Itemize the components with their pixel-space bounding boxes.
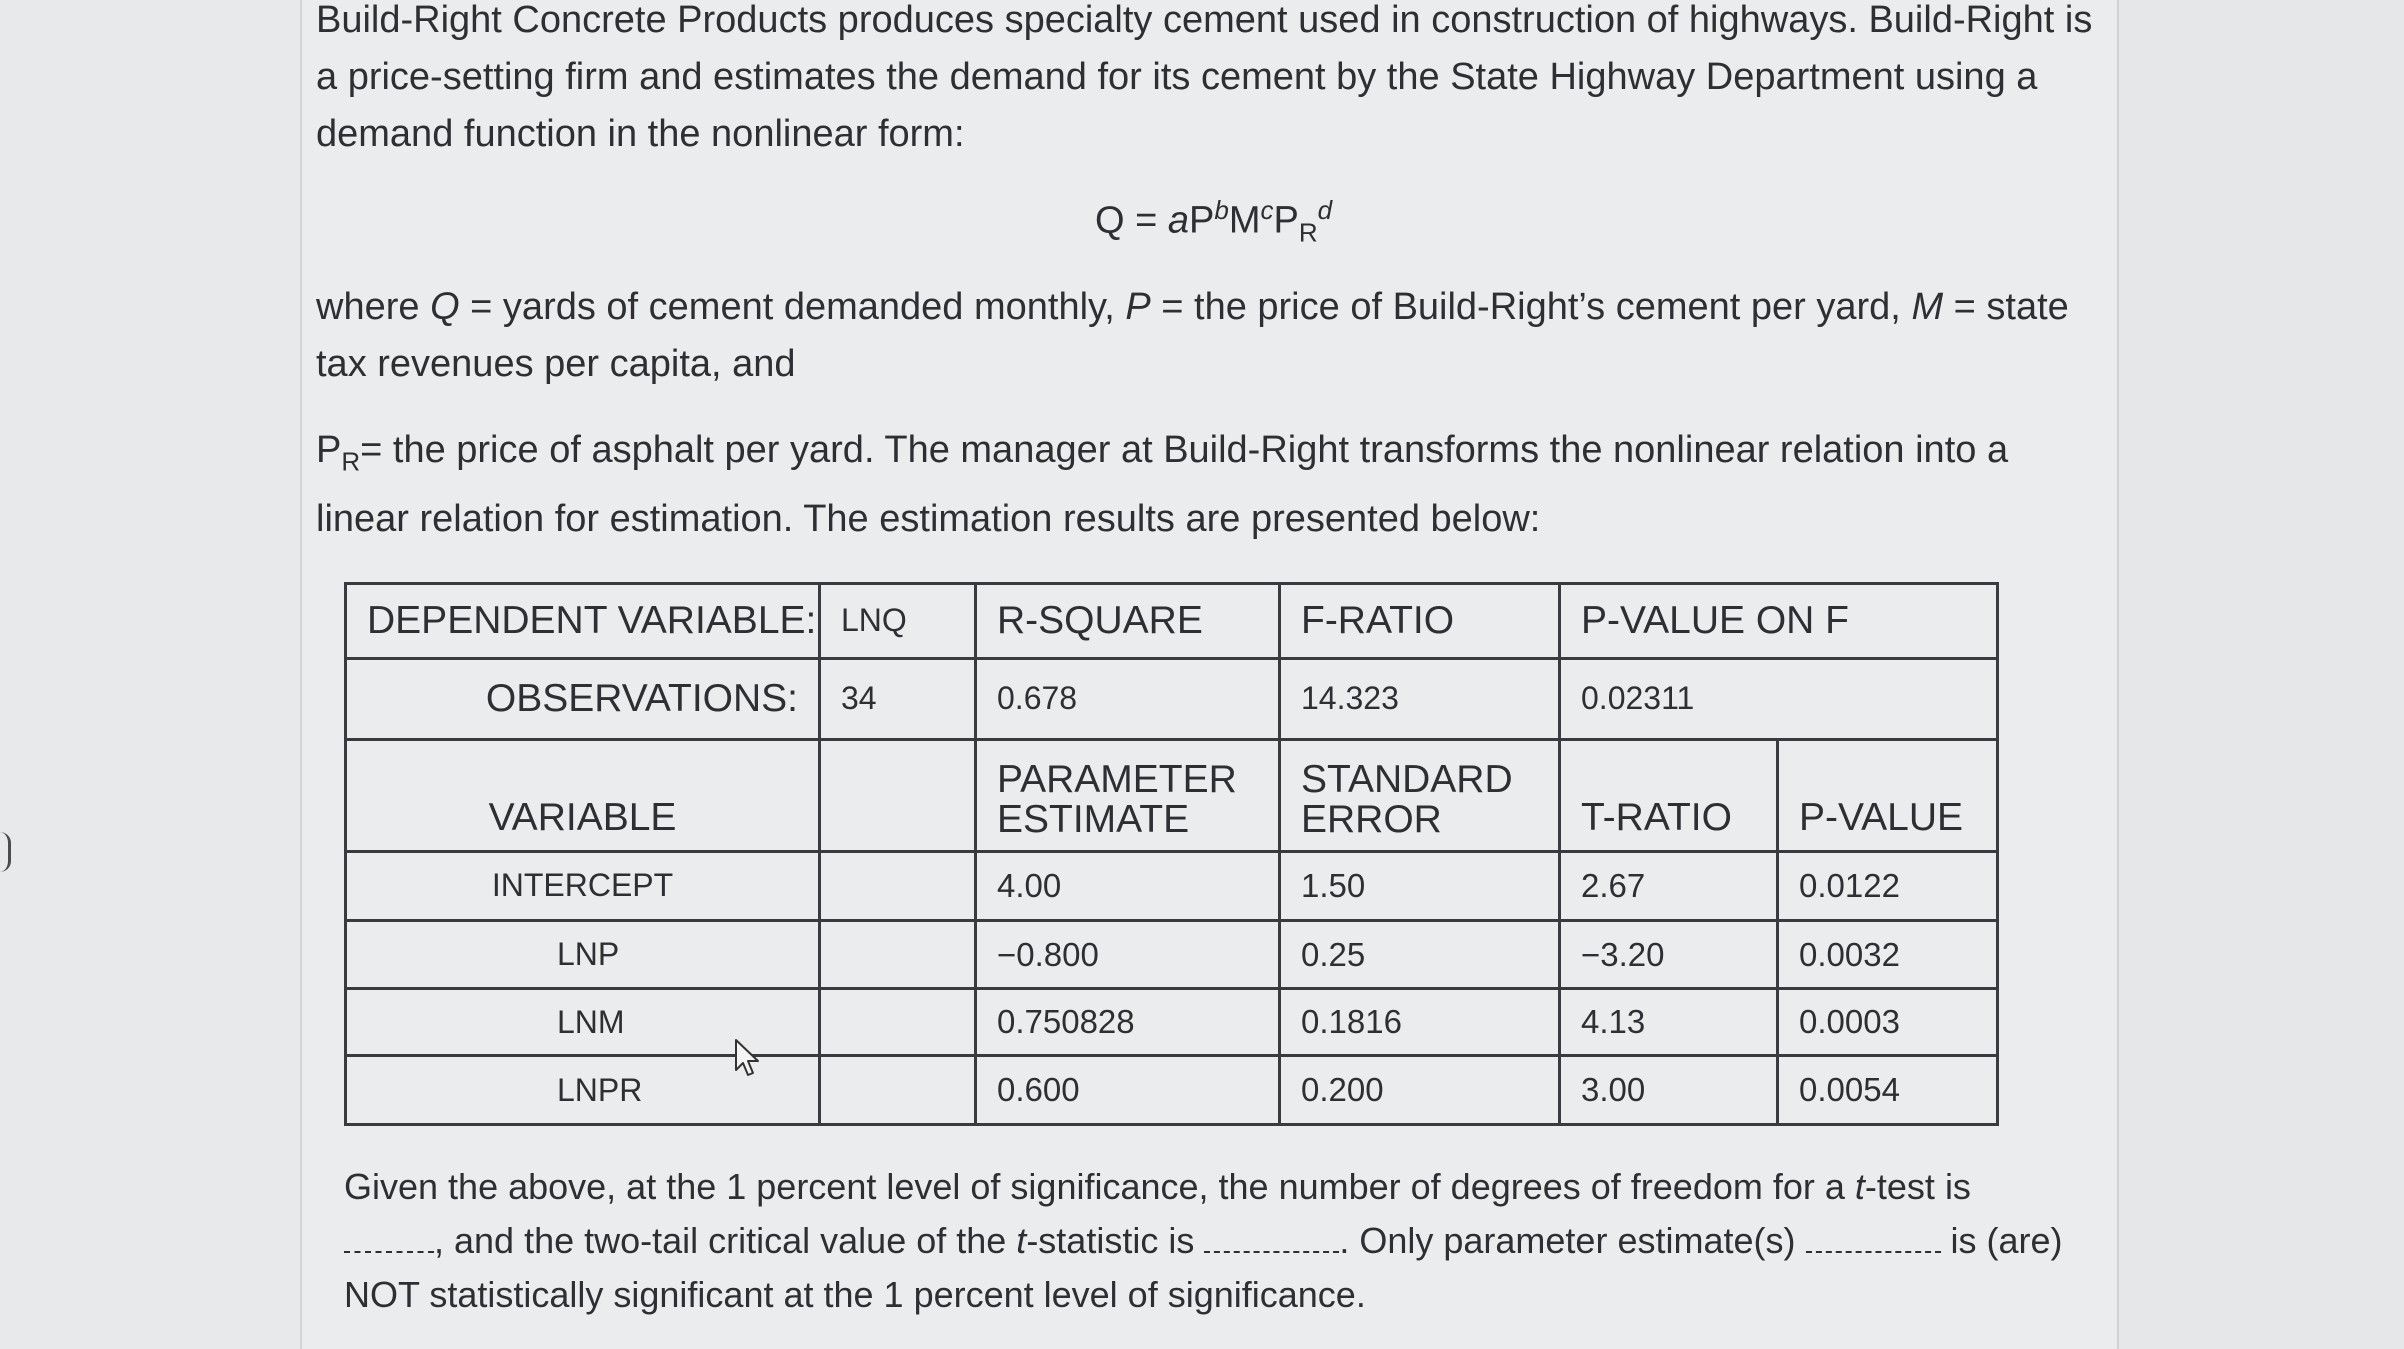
empty-cell (820, 851, 976, 920)
asphalt-price-definition: $P_R=$ the price of asphalt per yard. The manager at Build-Right transforms the nonlinear relation into a linear relation for estimation. The estimation results are presented below: (316, 429, 2009, 540)
table-summary-row (346, 584, 1998, 659)
table-header-row (346, 739, 1998, 851)
table-row (346, 851, 1998, 920)
row-p-value: 0.0032 (1778, 920, 1998, 989)
table-row (346, 989, 1998, 1056)
mouse-pointer-icon (733, 1037, 763, 1079)
row-estimate: 0.750828 (976, 989, 1280, 1056)
table-summary-row (346, 658, 1998, 739)
observations-value: 34 (820, 658, 976, 739)
row-t-ratio: −3.20 (1560, 920, 1778, 989)
row-standard-error: 0.25 (1280, 920, 1560, 989)
empty-header-cell (820, 739, 976, 851)
row-t-ratio: 3.00 (1560, 1056, 1778, 1125)
dependent-variable-value: LNQ (820, 584, 976, 659)
row-variable: LNP (346, 920, 820, 989)
variable-header: VARIABLE (346, 739, 820, 851)
estimation-results-table (344, 582, 1999, 1126)
row-variable: LNPR (346, 1056, 820, 1125)
r-square-label: R-SQUARE (976, 584, 1280, 659)
row-estimate: 4.00 (976, 851, 1280, 920)
row-p-value: 0.0054 (1778, 1056, 1998, 1125)
row-t-ratio: 4.13 (1560, 989, 1778, 1056)
p-value-header: P-VALUE (1778, 739, 1998, 851)
parameter-estimate-header: PARAMETER ESTIMATE (976, 739, 1280, 851)
p-value-on-f-value: 0.02311 (1560, 658, 1998, 739)
row-standard-error: 0.200 (1280, 1056, 1560, 1125)
dependent-variable-label: DEPENDENT VARIABLE: (346, 584, 820, 659)
standard-error-header: STANDARD ERROR (1280, 739, 1560, 851)
f-ratio-label: F-RATIO (1280, 584, 1560, 659)
demand-formula: $Q = aP^bM^cP_R^d$ (1095, 195, 1333, 248)
right-background (2115, 0, 2404, 1349)
degrees-of-freedom-blank[interactable] (344, 1221, 434, 1253)
row-variable: LNM (346, 989, 820, 1056)
r-square-value: 0.678 (976, 658, 1280, 739)
variable-definitions: where Q = yards of cement demanded monthly, P = the price of Build-Right’s cement per yard, M = state tax revenues per capita, and (316, 286, 2069, 385)
row-p-value: 0.0003 (1778, 989, 1998, 1056)
row-p-value: 0.0122 (1778, 851, 1998, 920)
parameter-estimates-blank[interactable] (1806, 1221, 1941, 1253)
t-ratio-header: T-RATIO (1560, 739, 1778, 851)
empty-cell (820, 989, 976, 1056)
row-variable: INTERCEPT (346, 851, 820, 920)
empty-cell (820, 920, 976, 989)
row-estimate: −0.800 (976, 920, 1280, 989)
critical-value-blank[interactable] (1204, 1221, 1339, 1253)
problem-intro: Build-Right Concrete Products produces specialty cement used in construction of highways. Build-Right is a price-setting firm and estimates the demand for its cement by the State Highway Department using a demand function in the nonlinear form: (316, 0, 2093, 155)
table-row (346, 920, 1998, 989)
f-ratio-value: 14.323 (1280, 658, 1560, 739)
edge-bracket (0, 832, 11, 872)
table-row (346, 1056, 1998, 1125)
observations-label: OBSERVATIONS: (346, 658, 820, 739)
row-standard-error: 1.50 (1280, 851, 1560, 920)
row-t-ratio: 2.67 (1560, 851, 1778, 920)
question-text: Given the above, at the 1 percent level of significance, the number of degrees of freedom for a t-test is , and the two-tail critical value of the t-statistic is . Only parameter estimate(s) is (are) NOT statistically significant at the 1 percent level of significance. (344, 1166, 2063, 1315)
row-estimate: 0.600 (976, 1056, 1280, 1125)
left-background (0, 0, 300, 1349)
row-standard-error: 0.1816 (1280, 989, 1560, 1056)
empty-cell (820, 1056, 976, 1125)
p-value-on-f-label: P-VALUE ON F (1560, 584, 1998, 659)
